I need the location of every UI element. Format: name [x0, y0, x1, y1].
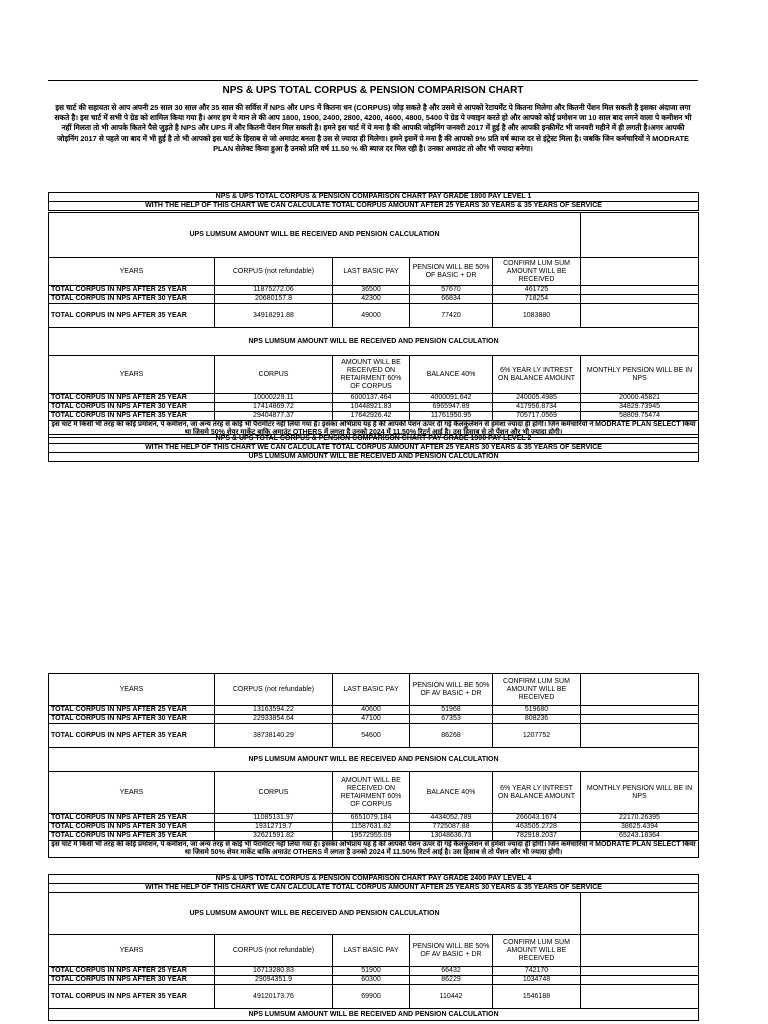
- cell: 6651079.184: [333, 814, 410, 823]
- cell: 49120173.76: [215, 985, 333, 1009]
- blank-cell: [581, 258, 699, 286]
- blank-cell: [581, 304, 699, 328]
- cell: 1083880: [493, 304, 581, 328]
- cell: 22170.26395: [581, 814, 699, 823]
- row-label: TOTAL CORPUS IN NPS AFTER 25 YEAR: [49, 394, 215, 403]
- blank-cell: [581, 935, 699, 967]
- level1-nps-section-title: NPS LUMSUM AMOUNT WILL BE RECEIVED AND PENSION CALCULATION: [49, 328, 699, 356]
- cell: 86268: [410, 724, 493, 748]
- level2-heading: NPS & UPS TOTAL CORPUS & PENSION COMPARISON CHART PAY GRADE 1900 PAY LEVEL 2: [49, 435, 699, 444]
- col-pension: PENSION WILL BE 50% OF BASIC + DR: [410, 258, 493, 286]
- blank-cell: [581, 985, 699, 1009]
- cell: 11875272.06: [215, 286, 333, 295]
- cell: 13048636.73: [410, 832, 493, 841]
- cell: 1207752: [493, 724, 581, 748]
- cell: 6965947.89: [410, 403, 493, 412]
- col-interest-6: 6% YEAR LY INTREST ON BALANCE AMOUNT: [493, 356, 581, 394]
- col-years: YEARS: [49, 258, 215, 286]
- row-label: TOTAL CORPUS IN NPS AFTER 30 YEAR: [49, 715, 215, 724]
- col-years: YEARS: [49, 674, 215, 706]
- cell: 54600: [333, 724, 410, 748]
- cell: 13163594.22: [215, 706, 333, 715]
- col-last-basic: LAST BASIC PAY: [333, 674, 410, 706]
- col-years: YEARS: [49, 935, 215, 967]
- level1-note: इस चार्ट में किसी भी तरह की कोई प्रमोशन, पे कमीशन, जा अन्य तरह से कोई भी पैरामीटर नहीं लिया गया है। इसका अभिप्राय यह है की आपकी पेंशन ऊपर दी गई कैलकुलेशन से हमेशा ज्यादा ही होगी। जिन कर्मचारियों ने MODRATE PLAN SELECT किया था जिसमे 50% शेयर मार्केट बाकि अमाउंट OTHERS में लगता है उनको 2024 में 11.50% रिटर्न आई है। उस हिसाब से तो पेंशन और भी ज्यादा होगी।: [51, 421, 696, 436]
- cell: 4000091.642: [410, 394, 493, 403]
- level4-heading: NPS & UPS TOTAL CORPUS & PENSION COMPARISON CHART PAY GRADE 2400 PAY LEVEL 4: [49, 875, 699, 884]
- col-last-basic: LAST BASIC PAY: [333, 935, 410, 967]
- cell: 29094351.9: [215, 976, 333, 985]
- col-monthly-pension: MONTHLY PENSION WILL BE IN NPS: [581, 356, 699, 394]
- col-balance-40: BALANCE 40%: [410, 772, 493, 814]
- cell: 4434052.789: [410, 814, 493, 823]
- row-label: TOTAL CORPUS IN NPS AFTER 25 YEAR: [49, 286, 215, 295]
- col-amount-60: AMOUNT WILL BE RECEIVED ON RETAIRMENT 60% OF CORPUS: [333, 356, 410, 394]
- cell: 22933854.64: [215, 715, 333, 724]
- cell: 16713280.83: [215, 967, 333, 976]
- blank-cell: [581, 976, 699, 985]
- cell: 1034748: [493, 976, 581, 985]
- cell: 1546188: [493, 985, 581, 1009]
- level2-ups-table: [48, 673, 699, 858]
- col-lumsum: CONFIRM LUM SUM AMOUNT WILL BE RECEIVED: [493, 258, 581, 286]
- cell: 808236: [493, 715, 581, 724]
- row-label: TOTAL CORPUS IN NPS AFTER 35 YEAR: [49, 724, 215, 748]
- row-label: TOTAL CORPUS IN NPS AFTER 30 YEAR: [49, 976, 215, 985]
- cell: 67353: [410, 715, 493, 724]
- cell: 42300: [333, 295, 410, 304]
- col-corpus: CORPUS: [215, 772, 333, 814]
- blank-cell: [581, 286, 699, 295]
- page-title: NPS & UPS TOTAL CORPUS & PENSION COMPARISON CHART: [222, 85, 524, 96]
- cell: 461725: [493, 286, 581, 295]
- cell: 19572955.09: [333, 832, 410, 841]
- level1-help-text: WITH THE HELP OF THIS CHART WE CAN CALCULATE TOTAL CORPUS AMOUNT AFTER 25 YEARS 30 YEARS & 35 YEARS OF SERVICE: [49, 202, 699, 211]
- cell: 10448921.83: [333, 403, 410, 412]
- row-label: TOTAL CORPUS IN NPS AFTER 35 YEAR: [49, 985, 215, 1009]
- col-corpus: CORPUS (not refundable): [215, 674, 333, 706]
- col-years: YEARS: [49, 772, 215, 814]
- level1-ups-section-title: UPS LUMSUM AMOUNT WILL BE RECEIVED AND PENSION CALCULATION: [49, 213, 581, 258]
- row-label: TOTAL CORPUS IN NPS AFTER 25 YEAR: [49, 967, 215, 976]
- row-label: TOTAL CORPUS IN NPS AFTER 35 YEAR: [49, 304, 215, 328]
- cell: 51900: [333, 967, 410, 976]
- col-corpus: CORPUS (not refundable): [215, 935, 333, 967]
- cell: 77420: [410, 304, 493, 328]
- blank-cell: [581, 893, 699, 935]
- intro-paragraph: इस चार्ट की सहायता से आप अपनी 25 साल 30 साल और 35 साल की सर्विस में NPS और UPS में कितना धन (CORPUS) जोड़ सकते है और उसमे से आपको रेटायर्मेंट पे कितना मिलेगा और कितनी पेंशन मिल सकती है इसका अंदाजा लगा सकते है। इस चार्ट में सभी पे ग्रेड को शामिल किया गया है। अगर हम ये मान ले की आप 1800, 1900, 2400, 2800, 4200, 4600, 4800, 5400 पे ग्रेड पे ज्वाइन करते हो और आपको कोई प्रमोशन जा 10 साल बाद लगने वाला पे कमीशन भी नहीं मिलता तो भी आपके कितने पैसे जुड़ते है NPS और UPS में और कितनी पेंशन मिल सकती है। हमने इस चार्ट में ये मना है की आपकी जोइनिंग जनवरी 2017 में हुई है और आपकी इन्क्रीमेंट भी जनवरी महीने में ही लगती है।अगर आपकी जोइनिंग 2017 से पहले जा बाद में भी हुई है तो भी आपको इस चार्ट के हिसाब से जो अमाउंट बनता है उस से ज्यादा ही मिलेगा। हमने इसमें ये मना है की आपको 9% प्रति वर्ष ब्याज दर से इंट्रेस्ट मिला है। जबकि जिन कर्मचारियों ने MODRATE PLAN सेलेक्ट किया हुआ है उनको प्रति वर्ष 11.50 % की ब्याज दर मिल रही है। उनका अमाउंट तो और भी ज्यादा बनेगा।: [54, 103, 692, 153]
- col-last-basic: LAST BASIC PAY: [333, 258, 410, 286]
- cell: 86229: [410, 976, 493, 985]
- cell: 40600: [333, 706, 410, 715]
- cell: 266043.1674: [493, 814, 581, 823]
- cell: 718254: [493, 295, 581, 304]
- cell: 51968: [410, 706, 493, 715]
- cell: 29404877.37: [215, 412, 333, 421]
- col-amount-60: AMOUNT WILL BE RECEIVED ON RETAIRMENT 60% OF CORPUS: [333, 772, 410, 814]
- level1-header-table: [48, 192, 699, 211]
- level1-ups-table: [48, 212, 699, 438]
- level1-heading: NPS & UPS TOTAL CORPUS & PENSION COMPARISON CHART PAY GRADE 1800 PAY LEVEL 1: [49, 193, 699, 202]
- col-pension: PENSION WILL BE 50% OF AV BASIC + DR: [410, 674, 493, 706]
- cell: 20680157.8: [215, 295, 333, 304]
- cell: 110442: [410, 985, 493, 1009]
- cell: 10000229.11: [215, 394, 333, 403]
- col-years: YEARS: [49, 356, 215, 394]
- cell: 47100: [333, 715, 410, 724]
- cell: 38625.4394: [581, 823, 699, 832]
- row-label: TOTAL CORPUS IN NPS AFTER 35 YEAR: [49, 832, 215, 841]
- cell: 34829.73945: [581, 403, 699, 412]
- level2-nps-section-title: NPS LUMSUM AMOUNT WILL BE RECEIVED AND PENSION CALCULATION: [49, 748, 699, 772]
- level2-ups-section-title: UPS LUMSUM AMOUNT WILL BE RECEIVED AND PENSION CALCULATION: [49, 453, 699, 462]
- col-lumsum: CONFIRM LUM SUM AMOUNT WILL BE RECEIVED: [493, 674, 581, 706]
- cell: 417956.8734: [493, 403, 581, 412]
- cell: 742170: [493, 967, 581, 976]
- cell: 463505.2728: [493, 823, 581, 832]
- cell: 6000137.464: [333, 394, 410, 403]
- cell: 20000.45821: [581, 394, 699, 403]
- cell: 38738140.29: [215, 724, 333, 748]
- cell: 782918.2037: [493, 832, 581, 841]
- cell: 705717.0569: [493, 412, 581, 421]
- cell: 36500: [333, 286, 410, 295]
- cell: 11587631.82: [333, 823, 410, 832]
- level4-ups-section-title: UPS LUMSUM AMOUNT WILL BE RECEIVED AND PENSION CALCULATION: [49, 893, 581, 935]
- cell: 519680: [493, 706, 581, 715]
- row-label: TOTAL CORPUS IN NPS AFTER 25 YEAR: [49, 706, 215, 715]
- blank-cell: [581, 674, 699, 706]
- blank-cell: [581, 295, 699, 304]
- cell: 69900: [333, 985, 410, 1009]
- top-rule: [48, 80, 698, 81]
- cell: 11085131.97: [215, 814, 333, 823]
- row-label: TOTAL CORPUS IN NPS AFTER 25 YEAR: [49, 814, 215, 823]
- col-corpus: CORPUS: [215, 356, 333, 394]
- cell: 58809.75474: [581, 412, 699, 421]
- cell: 7725087.88: [410, 823, 493, 832]
- cell: 57670: [410, 286, 493, 295]
- col-monthly-pension: MONTHLY PENSION WILL BE IN NPS: [581, 772, 699, 814]
- blank-cell: [581, 967, 699, 976]
- blank-cell: [581, 213, 699, 258]
- cell: 11761950.95: [410, 412, 493, 421]
- cell: 240005.4985: [493, 394, 581, 403]
- blank-cell: [581, 724, 699, 748]
- cell: 49000: [333, 304, 410, 328]
- cell: 19312719.7: [215, 823, 333, 832]
- col-interest-6: 6% YEAR LY INTREST ON BALANCE AMOUNT: [493, 772, 581, 814]
- col-pension: PENSION WILL BE 50% OF AV BASIC + DR: [410, 935, 493, 967]
- level2-help-text: WITH THE HELP OF THIS CHART WE CAN CALCULATE TOTAL CORPUS AMOUNT AFTER 25 YEARS 30 YEARS & 35 YEARS OF SERVICE: [49, 444, 699, 453]
- cell: 66432: [410, 967, 493, 976]
- row-label: TOTAL CORPUS IN NPS AFTER 30 YEAR: [49, 295, 215, 304]
- cell: 17642926.42: [333, 412, 410, 421]
- row-label: TOTAL CORPUS IN NPS AFTER 35 YEAR: [49, 412, 215, 421]
- cell: 17414869.72: [215, 403, 333, 412]
- level4-table: [48, 874, 699, 1021]
- col-balance-40: BALANCE 40%: [410, 356, 493, 394]
- row-label: TOTAL CORPUS IN NPS AFTER 30 YEAR: [49, 403, 215, 412]
- level4-nps-section-title: NPS LUMSUM AMOUNT WILL BE RECEIVED AND PENSION CALCULATION: [49, 1009, 699, 1021]
- level2-note: इस चार्ट में किसी भी तरह की कोई प्रमोशन, पे कमीशन, जा अन्य तरह से कोई भी पैरामीटर नहीं लिया गया है। इसका अभिप्राय यह है की आपकी पेंशन ऊपर दी गई कैलकुलेशन से हमेशा ज्यादा ही होगी। जिन कर्मचारियों ने MODRATE PLAN SELECT किया था जिसमे 50% शेयर मार्केट बाकि अमाउंट OTHERS में लगता है उनको 2024 में 11.50% रिटर्न आई है। उस हिसाब से तो पेंशन और भी ज्यादा होगी।: [51, 841, 696, 856]
- cell: 34918291.88: [215, 304, 333, 328]
- col-lumsum: CONFIRM LUM SUM AMOUNT WILL BE RECEIVED: [493, 935, 581, 967]
- cell: 66834: [410, 295, 493, 304]
- cell: 60300: [333, 976, 410, 985]
- col-corpus: CORPUS (not refundable): [215, 258, 333, 286]
- cell: 65243.18364: [581, 832, 699, 841]
- blank-cell: [581, 715, 699, 724]
- row-label: TOTAL CORPUS IN NPS AFTER 30 YEAR: [49, 823, 215, 832]
- level4-help-text: WITH THE HELP OF THIS CHART WE CAN CALCULATE TOTAL CORPUS AMOUNT AFTER 25 YEARS 30 YEARS & 35 YEARS OF SERVICE: [49, 884, 699, 893]
- level2-header-table: [48, 434, 699, 462]
- cell: 32621591.82: [215, 832, 333, 841]
- blank-cell: [581, 706, 699, 715]
